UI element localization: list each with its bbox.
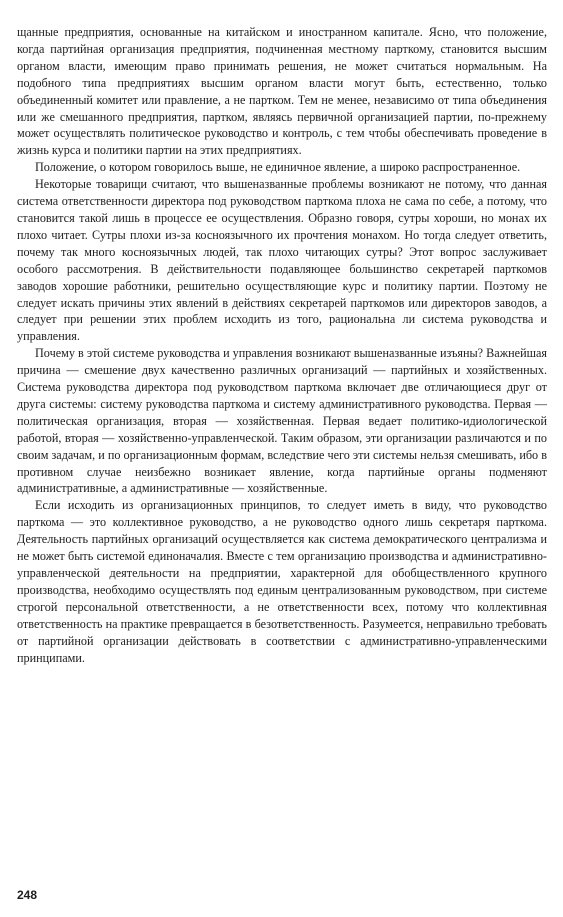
document-body <box>17 24 547 666</box>
page-number: 248 <box>17 888 38 902</box>
paragraph-1: щанные предприятия, основанные на китайском и иностранном капитале. Ясно, что положение, когда партийная организация предприятия, подчиненная местному парткому, становится высшим органом власти, имеющим право принимать решения, не может считаться нормальным. На подобного типа предприятиях высшим органом власти могут быть, естественно, только объединенный комитет или правление, а не партком. Тем не менее, независимо от типа объединения или же смешанного предприятия, партком, являясь первичной организацией партии, по-прежнему может осуществлять политическое руководство и контроль, с тем чтобы обеспечивать проведение в жизнь курса и политики партии на этих предприятиях. <box>17 25 547 158</box>
paragraph-5: Если исходить из организационных принципов, то следует иметь в виду, что руководство парткома — это коллективное руководство, а не руководство одного лишь секретаря парткома. Деятельность партийных организаций осуществляется как система демократического централизма и не может быть системой единоначалия. Вместе с тем организацию производства и административно-управленческой деятельности на предприятии, характерной для обобществленного крупного производства, необходимо осуществлять под единым централизованным руководством, при системе строгой персональной ответственности, а не ответственности всех, потому что коллективная ответственность на практике превращается в безответственность. Разумеется, неправильно требовать от партийной организации действовать в соответствии с административно-управленческими принципами. <box>17 498 547 665</box>
paragraph-3: Некоторые товарищи считают, что вышеназванные проблемы возникают не потому, что данная система ответственности директора под руководством парткома плоха не сама по себе, а потому, что становится такой лишь в процессе ее осуществления. Образно говоря, сутры хороши, но монах их плохо читает. Сутры плохи из-за косноязычного их прочтения монахом. Но тогда следует ответить, почему так много косноязычных людей, так плохо читающих сутры? Этот вопрос заслуживает особого рассмотрения. В действительности подавляющее большинство секретарей парткомов заводов хорошие работники, решительно осуществляющие курс и политику партии. Поэтому не следует искать причины этих явлений в действиях секретарей парткомов или директоров заводов, а следует при решении этих проблем исходить из того, рациональна ли система руководства и управления. <box>17 177 547 344</box>
paragraph-2: Положение, о котором говорилось выше, не единичное явление, а широко распространенное. <box>35 160 521 175</box>
paragraph-4: Почему в этой системе руководства и управления возникают вышеназванные изъяны? Важнейшая причина — смешение двух качественно различных организаций — партийных и хозяйственных. Система руководства директора под руководством парткома включает две отличающиеся друг от друга системы: систему руководства парткома и систему административного руководства. Первая — политическая организация, вторая — хозяйственная. Первая ведает политико-идиологической работой, вторая — хозяйственно-управленческой. Таким образом, эти организации различаются и по своим задачам, и по организационным формам, вследствие чего эти системы нельзя смешивать, ибо в противном случае неизбежно возникает явление, когда партийные органы подменяют административные, а административные — хозяйственные. <box>17 346 547 496</box>
